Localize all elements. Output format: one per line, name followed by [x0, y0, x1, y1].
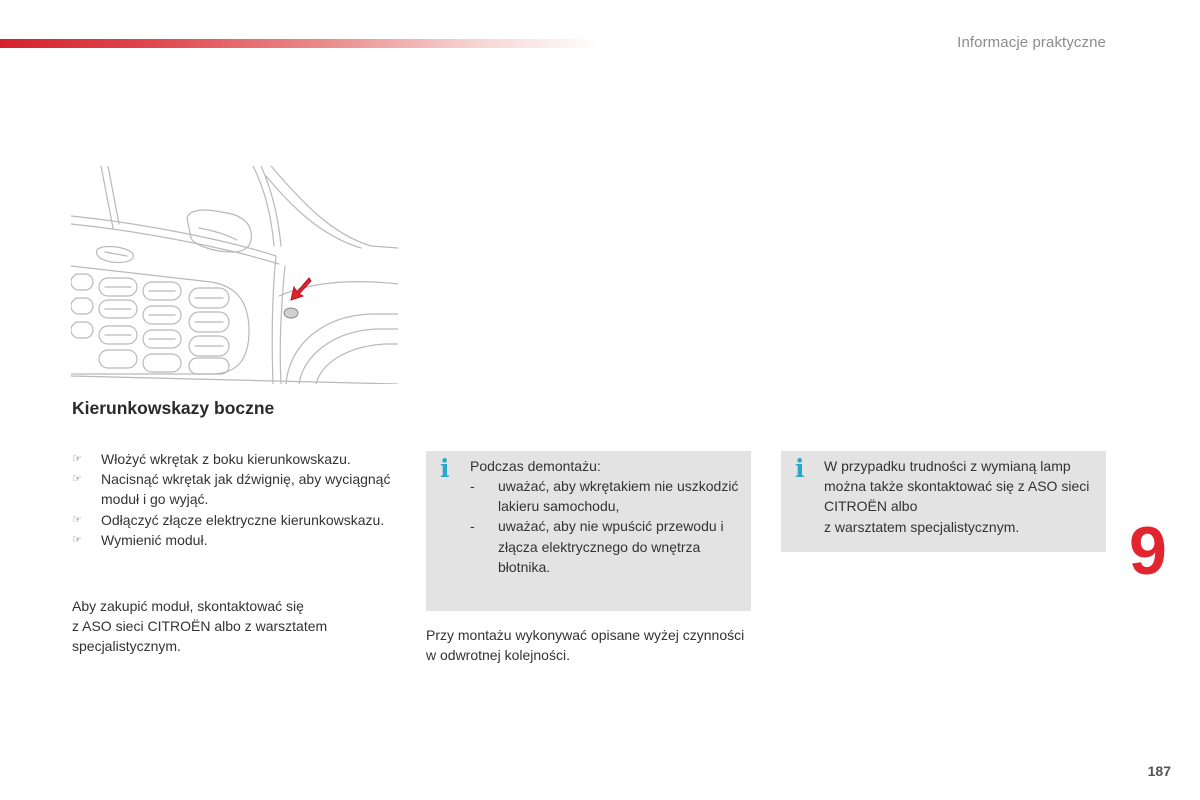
purchase-note: Aby zakupić moduł, skontaktować się z ASO sieci CITROËN albo z warsztatem specjalistycznym.: [72, 598, 328, 655]
step-text: Włożyć wkrętak z boku kierunkowskazu.: [101, 451, 351, 467]
info-box-removal: [426, 451, 751, 611]
step-list: [72, 449, 392, 550]
step-text: Odłączyć złącze elektryczne kierunkowskazu.: [101, 511, 385, 528]
pointing-hand-icon: ☞: [72, 453, 82, 465]
dash-bullet: -: [470, 518, 475, 535]
info-box-text: W przypadku trudności z wymianą lamp można także skontaktować się z ASO sieci CITROËN albo z warsztatem specjalistycznym.: [824, 458, 1090, 535]
info-item-text: uważać, aby nie wpuścić przewodu i złącza elektrycznego do wnętrza błotnika.: [498, 518, 724, 575]
dash-bullet: -: [470, 478, 475, 494]
list-item: [72, 510, 392, 530]
info-box-contact: [781, 451, 1106, 552]
section-title: Kierunkowskazy boczne: [72, 398, 275, 418]
car-side-illustration: [71, 166, 398, 384]
info-icon: i: [440, 454, 450, 483]
step-text: Nacisnąć wkrętak jak dźwignię, aby wyciągnąć moduł i go wyjąć.: [101, 471, 391, 508]
info-box-intro: Podczas demontażu:: [470, 458, 601, 474]
info-item-text: uważać, aby wkrętakiem nie uszkodzić lakieru samochodu,: [498, 478, 739, 515]
chapter-number: 9: [1129, 513, 1167, 589]
section-label: Informacje praktyczne: [957, 34, 1106, 51]
pointing-hand-icon: ☞: [72, 513, 82, 526]
list-item: [72, 469, 392, 509]
header-accent-bar: [0, 39, 600, 48]
page-number: 187: [1147, 763, 1171, 779]
pointing-hand-icon: ☞: [72, 473, 82, 486]
red-arrow-icon: [291, 278, 311, 300]
list-item: [470, 516, 745, 577]
info-icon: i: [795, 454, 805, 483]
list-item: [72, 449, 392, 469]
pointing-hand-icon: ☞: [72, 533, 82, 546]
assembly-note: Przy montażu wykonywać opisane wyżej czynności w odwrotnej kolejności.: [426, 627, 745, 664]
info-box-list: [470, 476, 745, 577]
step-text: Wymienić moduł.: [101, 531, 208, 548]
list-item: [72, 530, 392, 550]
list-item: [470, 476, 745, 516]
